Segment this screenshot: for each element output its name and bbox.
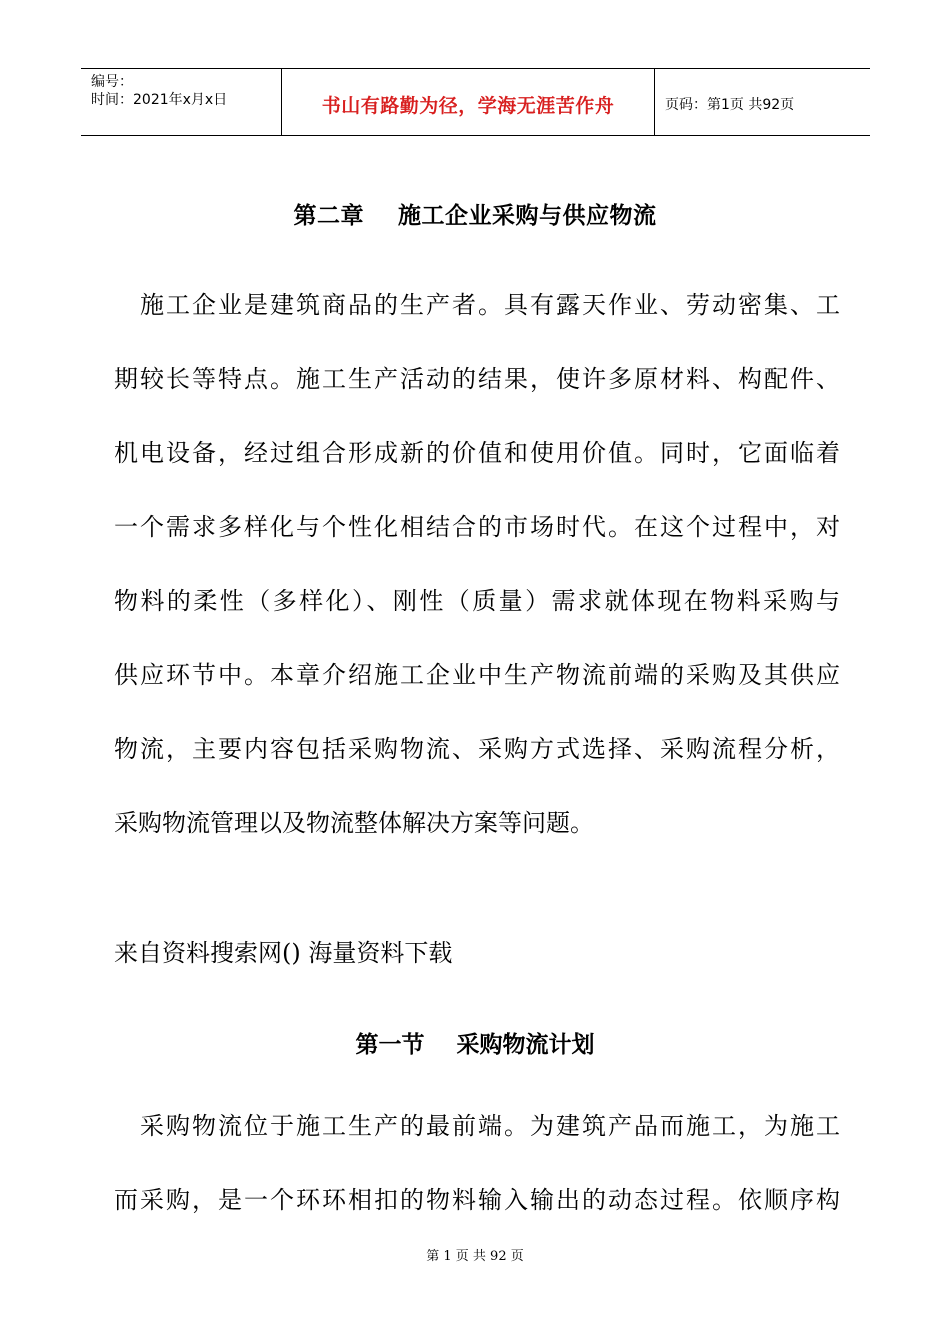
paragraph-line: 期较长等特点。施工生产活动的结果，使许多原材料、构配件、 [114,365,840,393]
header-page-cell [655,69,870,135]
document-number-label: 编号： [91,74,133,90]
header-motto-cell [281,69,655,135]
paragraph-line: 施工企业是建筑商品的生产者。具有露天作业、劳动密集、工 [114,291,840,319]
paragraph-line: 供应环节中。本章介绍施工企业中生产物流前端的采购及其供应 [114,661,840,689]
paragraph-line: 采购物流管理以及物流整体解决方案等问题。 [114,809,594,837]
paragraph-line: 一个需求多样化与个性化相结合的市场时代。在这个过程中，对 [114,513,840,541]
header-meta-cell [81,69,281,135]
chapter-title: 第二章 施工企业采购与供应物流 [293,203,657,229]
header-page-code: 页码：第1页 共92页 [665,97,795,113]
section-title: 第一节 采购物流计划 [355,1031,595,1058]
paragraph-line: 物流，主要内容包括采购物流、采购方式选择、采购流程分析， [114,735,840,763]
document-date: 时间：2021年x月x日 [91,92,228,108]
paragraph-line: 采购物流位于施工生产的最前端。为建筑产品而施工，为施工 [114,1112,840,1140]
page-footer: 第 1 页 共 92 页 [426,1249,524,1264]
header-motto: 书山有路勤为径，学海无涯苦作舟 [321,95,615,117]
paragraph-line: 物料的柔性（多样化）、刚性（质量）需求就体现在物料采购与 [114,587,840,615]
source-note: 来自资料搜索网() 海量资料下载 [114,939,453,967]
paragraph-line: 而采购，是一个环环相扣的物料输入输出的动态过程。依顺序构 [114,1186,840,1214]
document-header [81,68,870,136]
paragraph-line: 机电设备，经过组合形成新的价值和使用价值。同时，它面临着 [114,439,840,467]
